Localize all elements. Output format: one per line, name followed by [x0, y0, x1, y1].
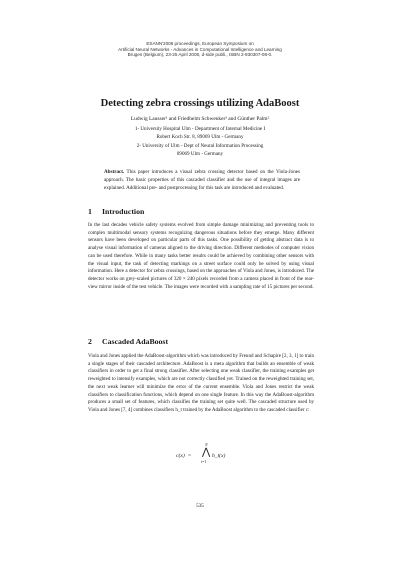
- section-2-body: [88, 353, 314, 415]
- cascade-equation: [176, 443, 236, 473]
- equation-lower-limit: t=1: [201, 460, 207, 464]
- equation-lhs: c(x): [176, 453, 185, 459]
- proceedings-header: [0, 41, 400, 58]
- affiliation-2: [0, 142, 400, 158]
- proceedings-line-2: Artificial Neural Networks - Advances in Computational Intelligence and Learning: [118, 46, 282, 52]
- section-1-heading: [88, 207, 144, 216]
- affiliation-2-line-1: 2- University of Ulm - Dept of Neural Information Processing: [136, 143, 264, 149]
- paper-authors: Ludwig Lausser¹ and Friedhelm Schwenker² and Günther Palm²: [130, 116, 270, 122]
- paper-title: Detecting zebra crossings utilizing AdaBoost: [100, 98, 300, 109]
- equation-rhs: h_t(x): [212, 453, 226, 459]
- equation-upper-limit: N: [205, 443, 208, 447]
- abstract-label: Abstract.: [104, 169, 125, 175]
- section-1-paragraph: In the last decades vehicle safety systems evolved from simple damage minimizing and preventing tools to complex multimodal sensory systems recognizing dangerous situations before they emerge. Many different sensors have been developed on particular parts of this tasks. One possibility of getting abstract data is to analyse visual information of cameras aligned to the driving direction. Different methodes of computer vision can be used therefore. While in many tasks better results could be achieved by combining other sensors with the visual input, the task of detecting markings on a street surface could only be solved by using visual information. Here a detector for zebra crossings, based on the approaches of Viola and Jones, is introduced. The detector works on grey-scaled pictures of 320 × 240 pixels recorded from a camera placed in front of the rear-view mirror inside of the test vehicle. The images were recorded with a sampling rate of 15 pictures per second.: [88, 222, 314, 290]
- section-2-paragraph: Viola and Jones applied the AdaBoost-algorithm which was introduced by Freund and Schapire [2, 3, 1] to train a single stages of their cascaded architecture. AdaBoost is a meta algorithm that builds an ensemble of weak classifiers in order to get a final strong classifier. After selecting one weak classifier, the training examples get reweighted to intensify examples, which are not correctly classified yet. Trained on the reweighted training set, the next weak learner will minimize the error of the current ensemble. Viola and Jones restrict the weak classifiers to classification functions, which depend on one single feature. In this way the AdaBoost-algorithm produces a small set of features, which classifies the training set quite well. The cascaded structure used by Viola and Jones [7, 4] combines classifiers h_t trained by the AdaBoost algorithm to the cascaded classifier c:: [88, 353, 314, 413]
- section-2-title: Cascaded AdaBoost: [102, 337, 169, 346]
- affiliation-2-line-2: 89069 Ulm - Germany: [176, 151, 224, 158]
- section-1-title: Introduction: [102, 207, 145, 216]
- equation-equals: =: [188, 453, 192, 459]
- section-1-number: 1: [88, 207, 92, 216]
- section-1-body: [88, 222, 314, 291]
- abstract-text: This paper introduces a visual zebra crossing detector based on the Viola-Jones approach. The basic properties of this cascaded classifier and the use of integral images are explained. Additional pre- and postprocessing for this task are introduced and evaluated.: [104, 169, 300, 191]
- affiliation-1-line-2: Robert Koch Str. 8, 89069 Ulm - Germany: [156, 134, 244, 141]
- section-2-number: 2: [88, 337, 92, 346]
- proceedings-line-3: Bruges (Belgium), 23-25 April 2008, d-side publi., ISBN 2-930307-08-0.: [127, 52, 273, 58]
- section-2-heading: [88, 337, 168, 346]
- page-number: 535: [196, 503, 204, 509]
- proceedings-line-1: ESANN'2008 proceedings, European Symposium on: [146, 41, 254, 46]
- equation-operator: ⋀: [202, 447, 211, 458]
- affiliation-1: [0, 125, 400, 141]
- abstract: [104, 169, 300, 192]
- affiliation-1-line-1: 1- University Hospital Ulm - Department of Internal Medicine I: [134, 126, 266, 132]
